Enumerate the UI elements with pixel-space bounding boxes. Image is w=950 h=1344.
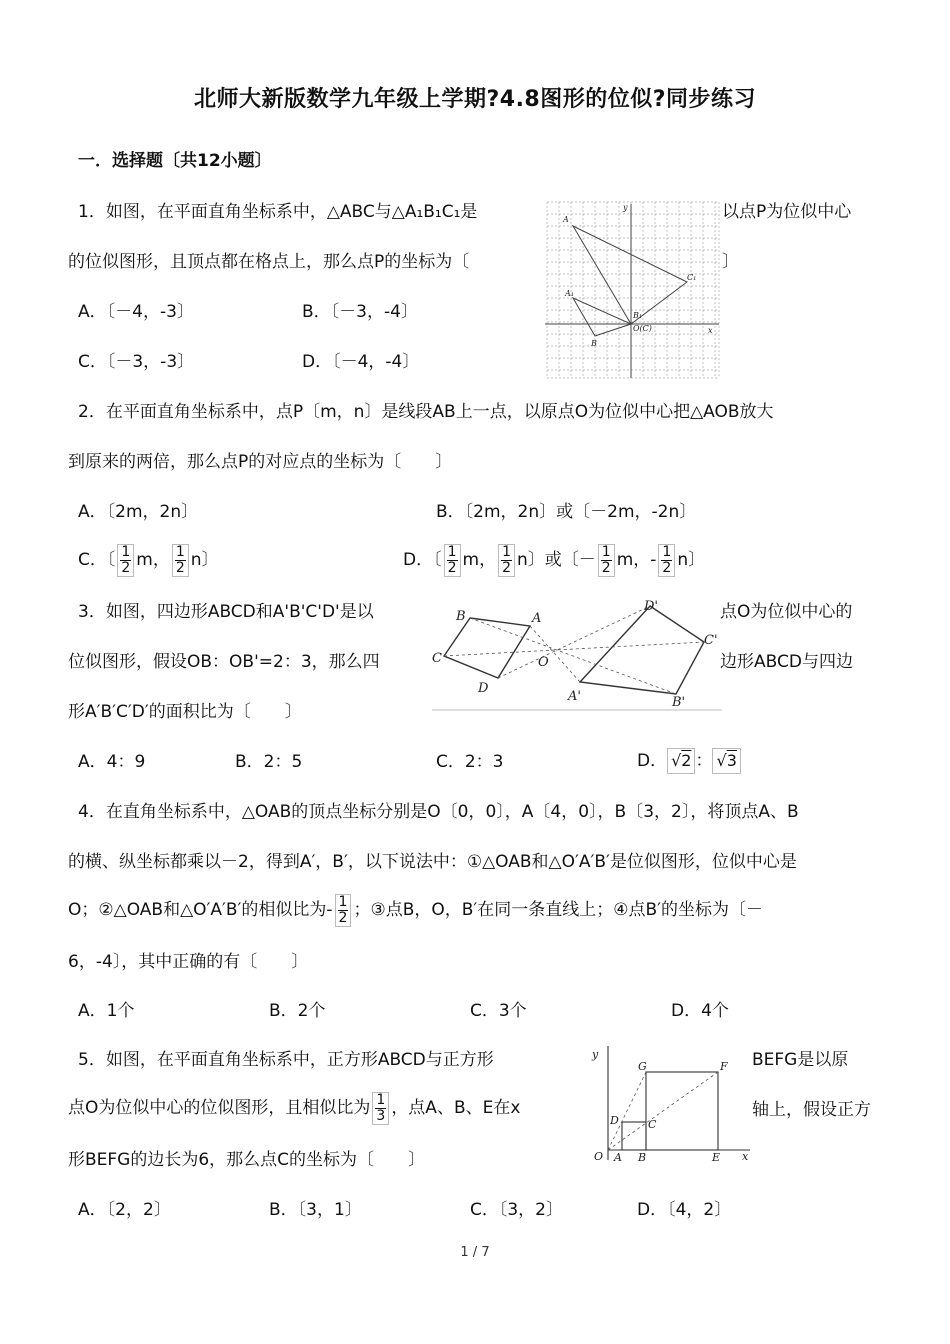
q2-c-n: n〕	[190, 550, 219, 570]
q1-label-C1: C₁	[687, 273, 697, 282]
q4-line4: 6，-4〕，其中正确的有〔 〕	[68, 952, 309, 972]
q3-label-A: A	[532, 611, 542, 626]
square-abcd	[622, 1122, 646, 1150]
q1-option-d: D．〔－4，-4〕	[302, 352, 420, 372]
q3-d-colon: ：	[695, 751, 713, 771]
q5-label-B: B	[638, 1151, 647, 1164]
page-title: 北师大新版数学九年级上学期?4.8图形的位似?同步练习	[194, 87, 756, 112]
q2-option-c	[78, 538, 219, 582]
q5-label-C: C	[648, 1118, 657, 1131]
q5-line3: 形BEFG的边长为6，那么点C的坐标为〔 〕	[68, 1150, 426, 1170]
q1-label-A1: A₁	[565, 289, 574, 298]
q4-frac-sign: -	[326, 900, 333, 920]
q3-option-d	[637, 748, 741, 774]
q2-d-frac1: $\frac{1}{2}$	[444, 544, 461, 577]
quad-abcd	[444, 618, 530, 678]
q4-line3-pre: O；②△OAB和△O′A′B′的相似比为	[68, 900, 327, 920]
q2-d-prefix: D．〔	[403, 550, 442, 570]
q5-label-G: G	[638, 1060, 647, 1073]
q5-figure	[588, 1044, 752, 1164]
q3-line1-right: 点O为位似中心的	[720, 602, 853, 622]
q4-line1: 4．在直角坐标系中，△OAB的顶点坐标分别是O〔0，0〕，A〔4，0〕，B〔3，2〕，将顶点A、B	[78, 802, 799, 822]
q2-c-frac2: $\frac{1}{2}$	[172, 544, 189, 577]
q5-line1-right: BEFG是以原	[752, 1050, 849, 1070]
q3-label-C2: C'	[704, 633, 718, 648]
q1-option-a: A．〔－4，-3〕	[78, 302, 194, 322]
q2-d-frac3: $\frac{1}{2}$	[598, 544, 615, 577]
q3-line2-left: 位似图形，假设OB：OB'=2：3，那么四	[68, 652, 380, 672]
q4-option-c: C．3个	[470, 1001, 527, 1021]
q2-c-frac1: $\frac{1}{2}$	[117, 544, 134, 577]
q1-line2-left: 的位似图形，且顶点都在格点上，那么点P的坐标为〔	[68, 252, 470, 272]
q5-label-x: x	[742, 1150, 749, 1163]
q1-line1-left: 1．如图，在平面直角坐标系中，△ABC与△A₁B₁C₁是	[78, 202, 478, 222]
q4-line3-post: ；③点B，O，B′在同一条直线上；④点B′的坐标为〔－	[353, 900, 764, 920]
q3-label-C: C	[432, 651, 442, 666]
q2-d-mneg: m，-	[616, 550, 657, 570]
q2-d-frac2: $\frac{1}{2}$	[498, 544, 515, 577]
q1-figure	[545, 200, 721, 380]
q3-line1-left: 3．如图，四边形ABCD和A'B'C'D'是以	[78, 602, 374, 622]
q3-d-sqrt3: √3	[712, 748, 740, 774]
q4-option-b: B．2个	[269, 1001, 326, 1021]
quad-abcd-prime	[580, 606, 704, 694]
q5-label-D: D	[610, 1114, 619, 1127]
q5-label-A: A	[614, 1151, 622, 1164]
q2-d-frac4: $\frac{1}{2}$	[658, 544, 675, 577]
q5-label-E: E	[712, 1151, 721, 1164]
q5-label-O: O	[594, 1150, 604, 1163]
q5-label-y: y	[592, 1048, 599, 1061]
q3-label-B: B	[456, 609, 466, 624]
q3-label-D: D	[478, 681, 489, 696]
q2-c-m: m，	[136, 550, 170, 570]
page-number: 1 / 7	[460, 1245, 490, 1260]
triangle-small	[573, 298, 631, 336]
q3-option-b: B．2：5	[235, 752, 303, 772]
q1-label-B: B	[591, 339, 597, 348]
q2-option-a: A．〔2m，2n〕	[78, 502, 199, 522]
q1-option-c: C．〔－3，-3〕	[78, 352, 195, 372]
q5-line2-right: 轴上，假设正方	[752, 1100, 871, 1120]
q3-label-O: O	[538, 655, 549, 670]
q3-line3: 形A′B′C′D′的面积比为〔 〕	[68, 702, 302, 722]
q4-option-d: D．4个	[671, 1001, 729, 1021]
q1-label-B1: B₁	[633, 311, 643, 320]
q3-d-sqrt2: √2	[667, 748, 695, 774]
q4-frac: $\frac{1}{2}$	[335, 894, 352, 927]
triangle-large	[573, 226, 687, 324]
q1-label-A: A	[563, 215, 569, 224]
square-befg	[646, 1072, 718, 1150]
q4-line3	[68, 888, 763, 932]
q5-line2	[68, 1086, 520, 1130]
q1-line1-right: 以点P为位似中心	[722, 202, 852, 222]
q4-line2: 的横、纵坐标都乘以－2，得到A′，B′，以下说法中：①△OAB和△O′A′B′是位似图形，位似中心是	[68, 852, 797, 872]
q5-option-d: D．〔4，2〕	[637, 1200, 732, 1220]
q3-line2-right: 边形ABCD与四边	[720, 652, 853, 672]
q1-line2-right: 〕	[722, 252, 739, 272]
q2-d-or: n〕或〔－	[517, 550, 596, 570]
q2-d-m: m，	[462, 550, 497, 570]
q5-line1-left: 5．如图，在平面直角坐标系中，正方形ABCD与正方形	[78, 1050, 494, 1070]
q3-label-A2: A'	[568, 689, 581, 704]
q5-option-c: C．〔3，2〕	[470, 1200, 564, 1220]
q5-option-b: B．〔3，1〕	[269, 1200, 362, 1220]
q2-option-d	[403, 538, 705, 582]
q1-label-x: x	[708, 326, 713, 335]
q5-option-a: A．〔2，2〕	[78, 1200, 171, 1220]
q2-option-b: B．〔2m，2n〕或〔－2m，-2n〕	[436, 502, 697, 522]
q2-line1: 2．在平面直角坐标系中，点P〔m，n〕是线段AB上一点，以原点O为位似中心把△AOB放大	[78, 402, 774, 422]
q4-option-a: A．1个	[78, 1001, 135, 1021]
q3-d-prefix: D．	[637, 751, 668, 771]
q1-label-y: y	[623, 203, 628, 212]
q2-c-prefix: C．〔	[78, 550, 116, 570]
q3-option-c: C．2：3	[436, 752, 504, 772]
q3-label-D2: D'	[644, 599, 658, 614]
q3-label-B2: B'	[672, 695, 686, 710]
q5-label-F: F	[720, 1060, 728, 1073]
q5-frac: $\frac{1}{3}$	[372, 1092, 389, 1125]
q5-line2-pre: 点O为位似中心的位似图形，且相似比为	[68, 1098, 371, 1118]
section-heading: 一．选择题〔共12小题〕	[78, 151, 272, 171]
q1-label-O: O(C)	[633, 324, 652, 333]
q2-d-nend: n〕	[677, 550, 706, 570]
q1-option-b: B．〔－3，-4〕	[302, 302, 418, 322]
q3-option-a: A．4：9	[78, 752, 146, 772]
q2-line2: 到原来的两倍，那么点P的对应点的坐标为〔 〕	[68, 452, 453, 472]
q3-figure	[432, 598, 722, 712]
q5-line2-post: ，点A、B、E在x	[391, 1098, 521, 1118]
